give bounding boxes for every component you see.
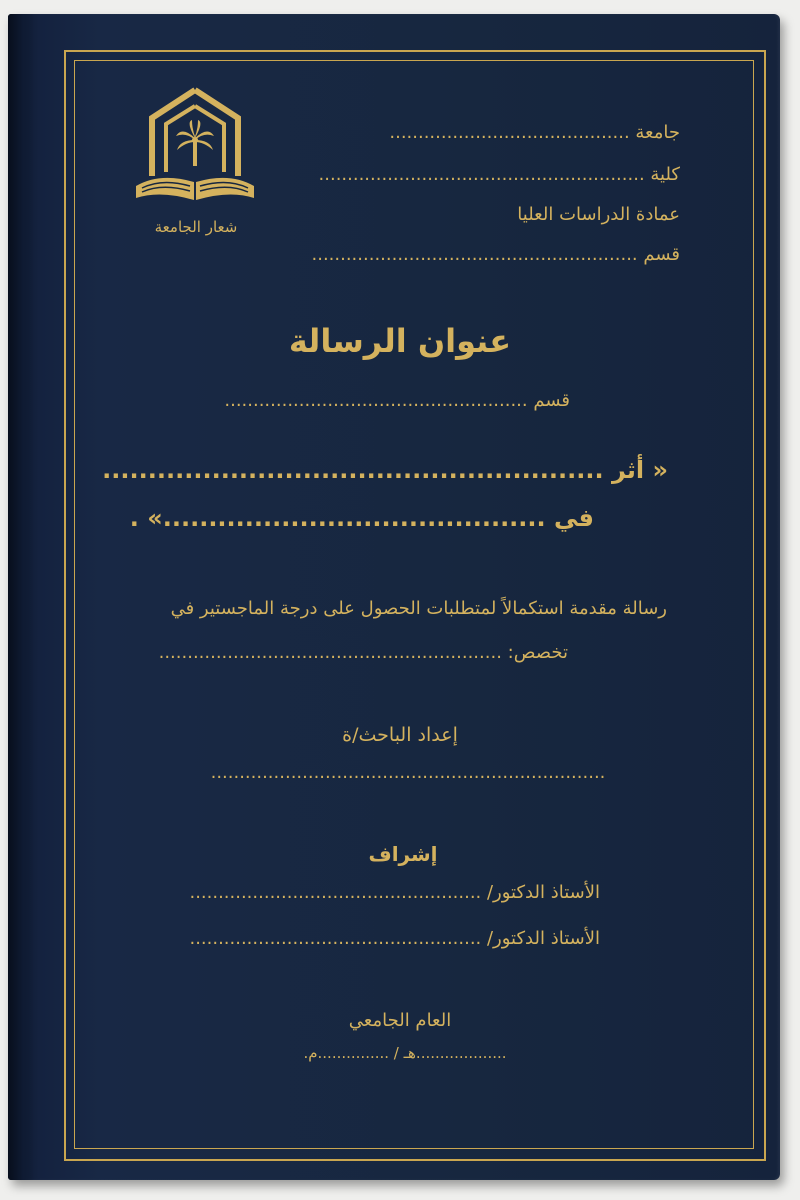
spine-shadow — [8, 14, 34, 1180]
researcher-name-line: ..................................................................... — [210, 762, 606, 783]
supervisor-2-line: الأستاذ الدكتور/ ................................................... — [189, 928, 600, 949]
thesis-title: عنوان الرسالة — [288, 322, 512, 360]
supervision-label: إشراف — [368, 842, 438, 866]
academic-year-value: ...................هـ / ...............م. — [303, 1044, 507, 1062]
effect-line: « أثر ....................................................... — [102, 456, 668, 484]
specialization-line: تخصص: ............................................................ — [158, 642, 568, 663]
university-emblem-icon — [130, 84, 260, 204]
thesis-cover — [8, 14, 780, 1180]
university-line: جامعة .......................................... — [389, 122, 680, 143]
dept-line: قسم ..................................................... — [224, 390, 570, 411]
researcher-label: إعداد الباحث/ة — [342, 724, 458, 746]
deanship-line: عمادة الدراسات العليا — [517, 204, 680, 225]
in-line: في ..........................................» . — [129, 504, 594, 532]
supervisor-1-line: الأستاذ الدكتور/ ................................................... — [189, 882, 600, 903]
college-line: كلية ......................................................... — [318, 164, 680, 185]
department-line: قسم ......................................................... — [311, 244, 680, 265]
emblem-caption: شعار الجامعة — [154, 218, 238, 236]
submission-statement: رسالة مقدمة استكمالاً لمتطلبات الحصول على درجة الماجستير في — [170, 598, 667, 619]
academic-year-label: العام الجامعي — [348, 1010, 452, 1031]
